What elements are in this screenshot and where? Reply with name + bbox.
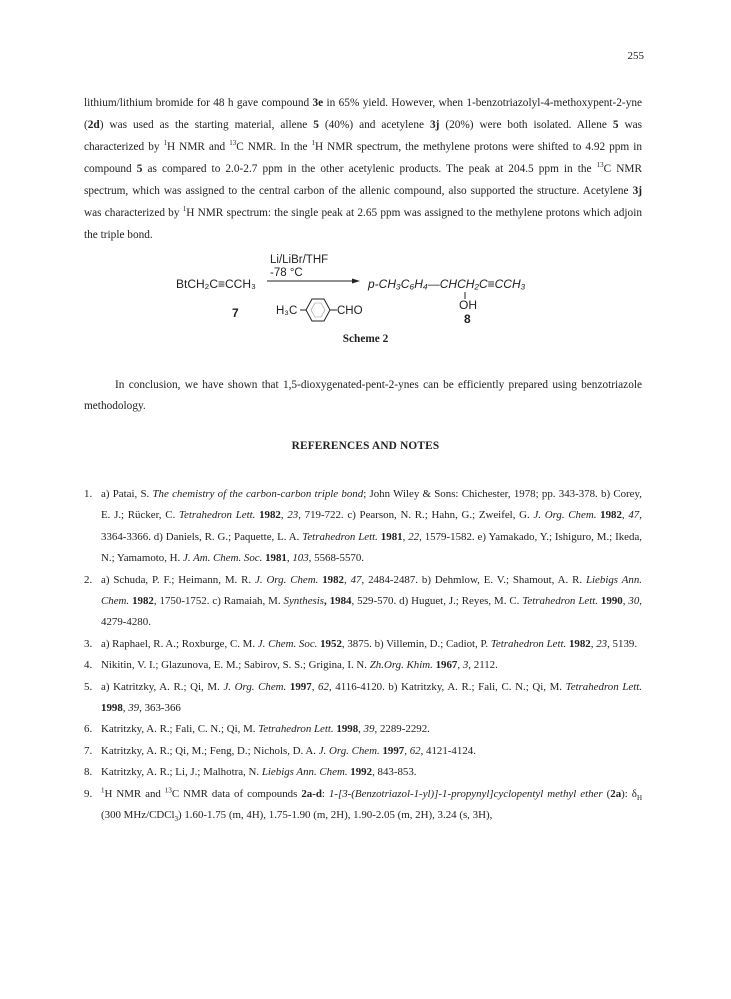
- scheme-caption: Scheme 2: [342, 333, 389, 345]
- reference-item: 6. Katritzky, A. R.; Fali, C. N.; Qi, M. Tetrahedron Lett. 1998, 39, 2289-2292.: [84, 723, 430, 736]
- references-heading: REFERENCES AND NOTES: [291, 440, 440, 452]
- page-number: 255: [627, 50, 644, 62]
- aldehyde-group: CHO: [337, 305, 363, 317]
- reaction-arrowhead: [352, 279, 360, 284]
- references-list: [84, 484, 642, 827]
- reactant-compound-number: 7: [232, 306, 239, 320]
- product-hydroxyl: OH: [459, 298, 477, 312]
- reference-item: 4. Nikitin, V. I.; Glazunova, E. M.; Sabirov, S. S.; Grigina, I. N. Zh.Org. Khim. 1967, 3, 2112.: [84, 659, 498, 672]
- product-compound-number: 8: [464, 312, 471, 326]
- reference-item: 5. a) Katritzky, A. R.; Qi, M. J. Org. Chem. 1997, 62, 4116-4120. b) Katritzky, A. R.; Fali, C. N.; Qi, M. Tetrahedron Lett. 1998, 39, 363-366: [84, 680, 642, 715]
- reference-item: 3. a) Raphael, R. A.; Roxburge, C. M. J. Chem. Soc. 1952, 3875. b) Villemin, D.; Cadiot, P. Tetrahedron Lett. 1982, 23, 5139.: [84, 637, 638, 650]
- reference-item: 2. a) Schuda, P. F.; Heimann, M. R. J. Org. Chem. 1982, 47, 2484-2487. b) Dehmlow, E. V.; Shamout, A. R. Liebigs Ann. Chem. 1982, 1750-1752. c) Ramaiah, M. Synthesis, 1984, 529-570. d) Huguet, J.; Reyes, M. C. Tetrahedron Lett. 1990, 30, 4279-4280.: [84, 573, 643, 629]
- benzene-ring: [306, 299, 330, 321]
- reference-item: 8. Katritzky, A. R.; Li, J.; Malhotra, N. Liebigs Ann. Chem. 1992, 843-853.: [84, 766, 417, 779]
- conclusion-paragraph: In conclusion, we have shown that 1,5-dioxygenated-pent-2-ynes can be efficiently prepared using benzotriazole methodology.: [84, 379, 642, 412]
- reference-item: 9. $^1$H NMR and $^{13}$C NMR data of compounds 2a-d: 1-[3-(Benzotriazol-1-yl)]-1-propynyl]cyclopentyl methyl ether (2a): $\delta_H$ (300 MHz/CDCl$_3$) 1.60-1.75 (m, 4H), 1.75-1.90 (m, 2H), 1.90-2.05 (m, 2H), 3.24 (s, 3H),: [84, 786, 642, 824]
- paragraph-results: lithium/lithium bromide for 48 h gave compound 3e in 65% yield. However, when 1-benzotriazolyl-4-methoxypent-2-yne (2d) was used as the starting material, allene 5 (40%) and acetylene 3j (20%) were both isolated. Allene 5 was characterized by $^1$H NMR and $^{13}$C NMR. In the $^1$H NMR spectrum, the methylene protons were shifted to 4.92 ppm in compound 5 as compared to 2.0-2.7 ppm in the other acetylenic products. The peak at 204.5 ppm in the $^{13}$C NMR spectrum, which was assigned to the central carbon of the allenic compound, also supported the structure. Acetylene 3j was characterized by $^1$H NMR spectrum: the single peak at 2.65 ppm was assigned to the methylene protons which adjoin the triple bond.: [84, 97, 643, 241]
- reactant-formula: BtCH₂C≡CCH₃: [176, 277, 256, 291]
- reagent-conditions-line2: -78 °C: [270, 267, 303, 279]
- reference-item: 1. a) Patai, S. The chemistry of the carbon-carbon triple bond; John Wiley & Sons: Chichester, 1978; pp. 343-378. b) Corey, E. J.; Rücker, C. Tetrahedron Lett. 1982, 23, 719-722. c) Pearson, N. R.; Hahn, G.; Zweifel, G. J. Org. Chem. 1982, 47, 3364-3366. d) Daniels, R. G.; Paquette, L. A. Tetrahedron Lett. 1981, 22, 1579-1582. e) Yamakado, Y.; Ishiguro, M.; Ikeda, N.; Yamamoto, H. J. Am. Chem. Soc. 1981, 103, 5568-5570.: [84, 488, 643, 565]
- aldehyde-methyl-group: H₃C: [276, 305, 298, 317]
- product-formula: p-CH₃C₆H₄—CHCH₂C≡CCH₃: [368, 277, 526, 291]
- reference-item: 7. Katritzky, A. R.; Qi, M.; Feng, D.; Nichols, D. A. J. Org. Chem. 1997, 62, 4121-4124.: [84, 744, 476, 757]
- reagent-conditions-line1: Li/LiBr/THF: [270, 254, 329, 266]
